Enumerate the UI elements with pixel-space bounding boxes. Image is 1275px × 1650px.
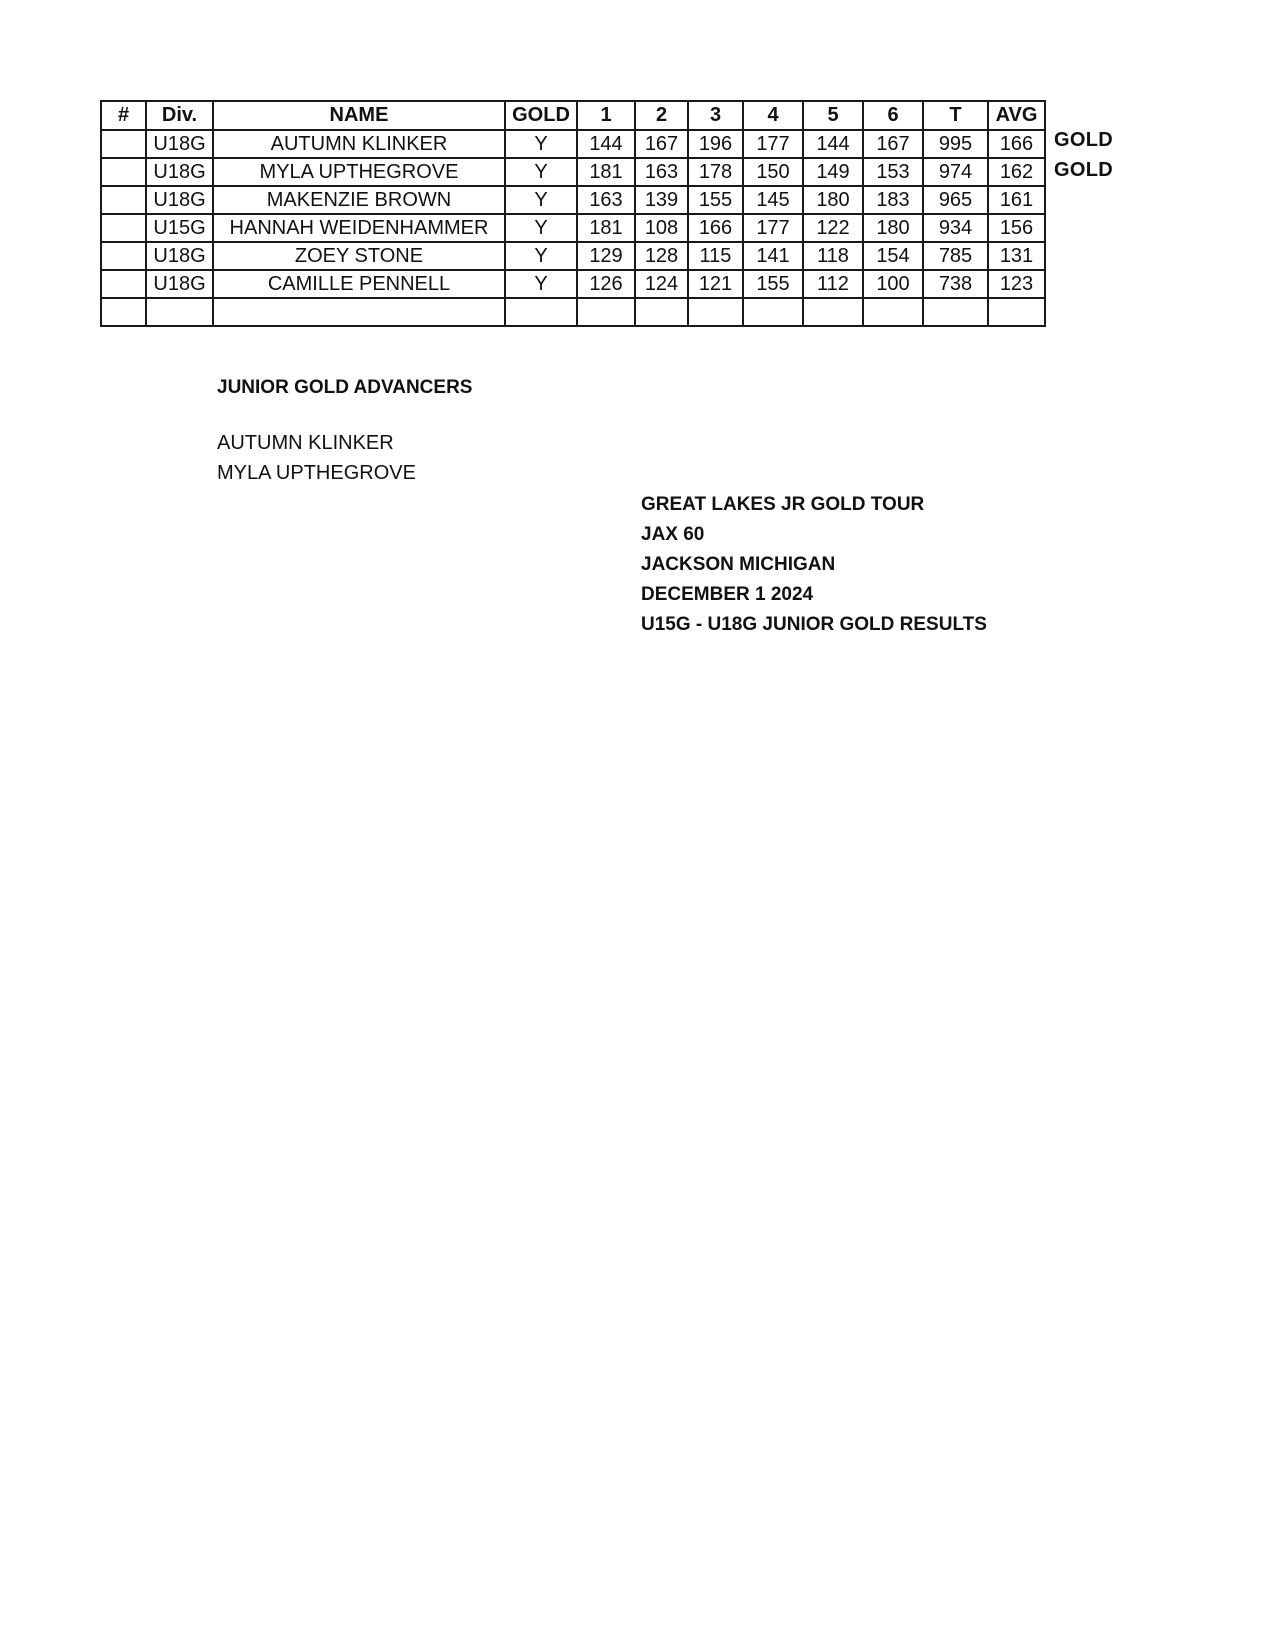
advancer-name: MYLA UPTHEGROVE	[217, 462, 416, 484]
header-name: NAME	[213, 101, 505, 130]
event-date: DECEMBER 1 2024	[641, 584, 814, 605]
cell-name: MYLA UPTHEGROVE	[213, 158, 505, 186]
event-info	[641, 490, 987, 640]
table-row	[101, 298, 1045, 326]
cell-number	[101, 158, 146, 186]
cell-division: U18G	[146, 270, 213, 298]
cell-average: 161	[988, 186, 1045, 214]
cell-gold: Y	[505, 242, 577, 270]
cell-average: 166	[988, 130, 1045, 158]
cell-number	[101, 130, 146, 158]
cell-game-4: 177	[743, 130, 803, 158]
cell-gold: Y	[505, 214, 577, 242]
header-gold: GOLD	[505, 101, 577, 130]
cell-gold: Y	[505, 270, 577, 298]
cell-average	[988, 298, 1045, 326]
cell-game-4: 155	[743, 270, 803, 298]
cell-game-6: 154	[863, 242, 923, 270]
header-average: AVG	[988, 101, 1045, 130]
results-table	[100, 100, 1046, 327]
cell-total: 934	[923, 214, 988, 242]
cell-game-5: 180	[803, 186, 863, 214]
cell-number	[101, 242, 146, 270]
cell-game-4: 141	[743, 242, 803, 270]
cell-game-2: 124	[635, 270, 688, 298]
cell-game-4: 177	[743, 214, 803, 242]
cell-name: CAMILLE PENNELL	[213, 270, 505, 298]
cell-game-5: 144	[803, 130, 863, 158]
cell-game-3: 121	[688, 270, 743, 298]
advancers-section	[217, 373, 472, 488]
event-results-title: U15G - U18G JUNIOR GOLD RESULTS	[641, 614, 987, 635]
cell-game-4: 145	[743, 186, 803, 214]
header-number: #	[101, 101, 146, 130]
cell-game-4: 150	[743, 158, 803, 186]
cell-total	[923, 298, 988, 326]
event-center: JAX 60	[641, 524, 705, 545]
cell-total: 965	[923, 186, 988, 214]
cell-game-3: 196	[688, 130, 743, 158]
cell-game-5	[803, 298, 863, 326]
cell-division: U18G	[146, 130, 213, 158]
table-row	[101, 214, 1045, 242]
gold-flag: GOLD	[1054, 158, 1113, 181]
cell-division	[146, 298, 213, 326]
cell-game-2: 167	[635, 130, 688, 158]
cell-game-6: 167	[863, 130, 923, 158]
cell-total: 738	[923, 270, 988, 298]
cell-number	[101, 214, 146, 242]
cell-game-2: 163	[635, 158, 688, 186]
header-game-2: 2	[635, 101, 688, 130]
cell-game-6: 153	[863, 158, 923, 186]
header-total: T	[923, 101, 988, 130]
gold-flag: GOLD	[1054, 129, 1113, 151]
cell-division: U15G	[146, 214, 213, 242]
cell-game-2: 128	[635, 242, 688, 270]
cell-game-1: 129	[577, 242, 635, 270]
advancer-name: AUTUMN KLINKER	[217, 432, 394, 454]
header-game-3: 3	[688, 101, 743, 130]
cell-number	[101, 186, 146, 214]
header-game-6: 6	[863, 101, 923, 130]
event-tour: GREAT LAKES JR GOLD TOUR	[641, 494, 925, 515]
cell-game-1: 144	[577, 130, 635, 158]
advancers-title: JUNIOR GOLD ADVANCERS	[217, 377, 473, 398]
cell-name: HANNAH WEIDENHAMMER	[213, 214, 505, 242]
cell-average: 156	[988, 214, 1045, 242]
cell-total: 995	[923, 130, 988, 158]
cell-name: MAKENZIE BROWN	[213, 186, 505, 214]
cell-gold: Y	[505, 186, 577, 214]
cell-number	[101, 298, 146, 326]
cell-game-6: 180	[863, 214, 923, 242]
cell-number	[101, 270, 146, 298]
cell-game-2: 108	[635, 214, 688, 242]
cell-game-6	[863, 298, 923, 326]
table-row	[101, 130, 1045, 158]
cell-game-3	[688, 298, 743, 326]
cell-average: 123	[988, 270, 1045, 298]
cell-division: U18G	[146, 186, 213, 214]
table-row	[101, 270, 1045, 298]
cell-name: ZOEY STONE	[213, 242, 505, 270]
cell-name: AUTUMN KLINKER	[213, 130, 505, 158]
cell-game-1: 163	[577, 186, 635, 214]
cell-game-2: 139	[635, 186, 688, 214]
cell-game-3: 115	[688, 242, 743, 270]
cell-game-1: 181	[577, 214, 635, 242]
header-game-5: 5	[803, 101, 863, 130]
results-body	[101, 130, 1045, 326]
header-game-4: 4	[743, 101, 803, 130]
cell-game-5: 122	[803, 214, 863, 242]
cell-game-6: 183	[863, 186, 923, 214]
cell-division: U18G	[146, 158, 213, 186]
cell-game-3: 178	[688, 158, 743, 186]
cell-game-5: 112	[803, 270, 863, 298]
cell-game-1	[577, 298, 635, 326]
cell-gold	[505, 298, 577, 326]
cell-gold: Y	[505, 158, 577, 186]
cell-total: 785	[923, 242, 988, 270]
cell-division: U18G	[146, 242, 213, 270]
cell-game-5: 149	[803, 158, 863, 186]
table-row	[101, 186, 1045, 214]
cell-name	[213, 298, 505, 326]
header-game-1: 1	[577, 101, 635, 130]
cell-game-6: 100	[863, 270, 923, 298]
cell-average: 131	[988, 242, 1045, 270]
cell-game-2	[635, 298, 688, 326]
cell-game-3: 166	[688, 214, 743, 242]
cell-game-5: 118	[803, 242, 863, 270]
cell-game-4	[743, 298, 803, 326]
header-row	[101, 101, 1045, 130]
header-division: Div.	[146, 101, 213, 130]
cell-total: 974	[923, 158, 988, 186]
table-row	[101, 242, 1045, 270]
cell-game-1: 181	[577, 158, 635, 186]
event-location: JACKSON MICHIGAN	[641, 554, 836, 575]
table-row	[101, 158, 1045, 186]
cell-game-1: 126	[577, 270, 635, 298]
cell-gold: Y	[505, 130, 577, 158]
cell-average: 162	[988, 158, 1045, 186]
advancers-list	[217, 428, 472, 488]
cell-game-3: 155	[688, 186, 743, 214]
